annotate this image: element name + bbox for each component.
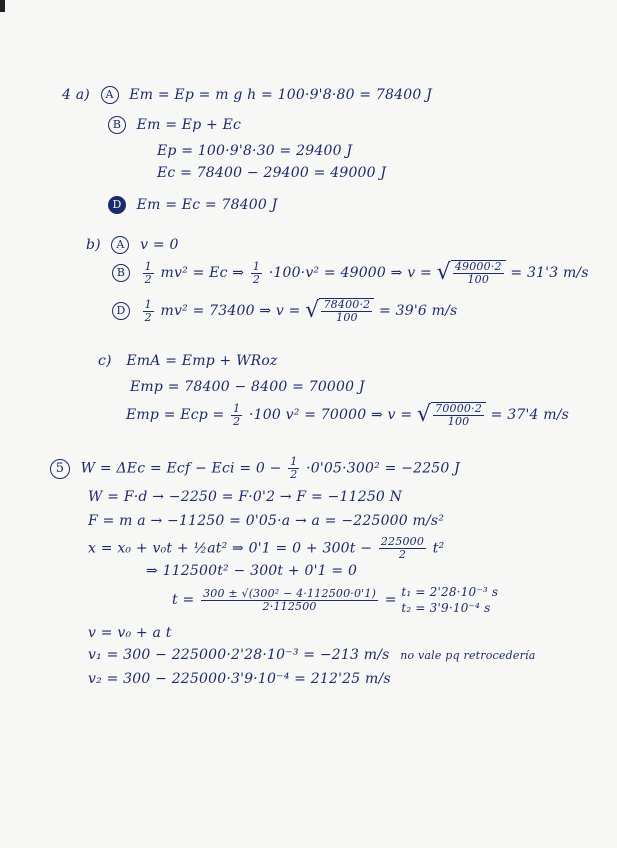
q5-l8: v₁ = 300 − 225000·2'28·10⁻³ = −213 m/s	[88, 647, 390, 663]
q5-l1: W = ΔEc = Ecf − Eci = 0 −	[80, 460, 282, 477]
q5-l6-eq: =	[384, 592, 397, 608]
q5-l1-tail: ·0'05·300² = −2250 J	[306, 460, 460, 477]
q5-l7: v = v₀ + a t	[88, 625, 172, 641]
mark-b: B	[108, 116, 126, 134]
q4a-eq-b2: Ep = 100·9'8·30 = 29400 J	[157, 143, 353, 159]
q4a-line-d	[108, 196, 277, 214]
q5-l6-left: t =	[172, 592, 195, 608]
q4c-eq2: Emp = 78400 − 8400 = 70000 J	[130, 379, 365, 395]
sqrt-d: √ $\frac{78400\cdot 2}{100}$	[305, 298, 374, 324]
q5-l1-fraction: $\frac{1}{2}$	[290, 455, 298, 481]
q5-line-9	[88, 670, 391, 688]
q4c-eq1: EmA = Emp + WRoz	[126, 353, 278, 369]
half-fraction-2: $\frac{1}{2}$	[252, 259, 261, 286]
q4b-eq-a: v = 0	[140, 237, 179, 253]
mark-b-a: A	[111, 236, 129, 254]
q5-line-2	[88, 488, 402, 506]
q4c-line-2	[130, 378, 365, 396]
q4c-line-3	[126, 402, 569, 428]
q5-l4-tail: t²	[432, 540, 445, 557]
q5-line-7	[88, 624, 172, 642]
q4a-line-b2	[157, 142, 352, 160]
q5-line-1	[50, 456, 460, 481]
q5-l4-left: x = x₀ + v₀t + ½at² ⇒ 0'1 = 0 + 300t −	[88, 540, 373, 557]
q4b-eq-d-left: mv² = 73400 ⇒ v =	[160, 303, 301, 319]
q4a-eq-b3: Ec = 78400 − 29400 = 49000 J	[157, 165, 387, 181]
mark-b-d: D	[112, 302, 130, 320]
scan-corner-mark	[0, 0, 5, 12]
q4a-line-b3	[157, 164, 386, 182]
q5-line-6	[172, 584, 498, 616]
q4-label: 4 a)	[62, 87, 90, 103]
q5-line-4	[88, 536, 444, 561]
q4b-eq-b-left: mv² = Ec ⇒	[160, 265, 245, 281]
q4a-eq-a: Em = Ep = m g h = 100·9'8·80 = 78400 J	[129, 87, 432, 103]
q4c-eq3-left: Emp = Ecp =	[126, 407, 225, 423]
q4a-eq-b1: Em = Ep + Ec	[136, 117, 242, 133]
q5-l3: F = m a → −11250 = 0'05·a → a = −225000 m/s²	[88, 513, 445, 529]
q4c-label: c)	[98, 353, 112, 369]
q4b-line-a	[86, 236, 179, 254]
q4b-label: b)	[86, 237, 101, 253]
q5-l2: W = F·d → −2250 = F·0'2 → F = −11250 N	[88, 489, 403, 505]
q4c-line-1	[98, 352, 278, 370]
q5-l5: ⇒ 112500t² − 300t + 0'1 = 0	[146, 563, 358, 579]
mark-b-b: B	[112, 264, 130, 282]
mark-a: A	[101, 86, 119, 104]
half-fraction-3: $\frac{1}{2}$	[144, 297, 152, 324]
q4a-line-b	[108, 116, 241, 134]
q4b-eq-d-result: = 39'6 m/s	[379, 303, 458, 319]
q5-quadratic-fraction: $\frac{\text{300 ± √(300² − 4·112500·0'1)}}{2\cdot 112500}$	[203, 586, 377, 613]
mark-d: D	[108, 196, 126, 214]
q4b-line-d	[112, 298, 457, 324]
q4b-eq-b-mid: ·100·v² = 49000 ⇒ v =	[268, 265, 432, 281]
q5-t1: t₁ = 2'28·10⁻³ s	[401, 585, 499, 599]
q5-line-8	[88, 646, 536, 665]
q5-line-5	[146, 562, 357, 580]
sqrt-c: √ $\frac{70000\cdot 2}{100}$	[417, 402, 486, 428]
q4a-line-a	[62, 86, 432, 104]
q5-l4-fraction: $\frac{225000}{2}$	[380, 535, 425, 561]
q4c-eq3-result: = 37'4 m/s	[490, 407, 570, 423]
q5-l8-note: no vale pq retrocedería	[400, 649, 536, 662]
q4a-eq-d: Em = Ec = 78400 J	[136, 197, 278, 213]
q5-roots	[401, 584, 498, 616]
q5-l9: v₂ = 300 − 225000·3'9·10⁻⁴ = 212'25 m/s	[88, 671, 391, 687]
sqrt-b: √ $\frac{49000\cdot 2}{100}$	[437, 260, 506, 286]
q4b-line-b	[112, 260, 589, 286]
q4b-eq-b-result: = 31'3 m/s	[510, 265, 589, 281]
half-fraction: $\frac{1}{2}$	[144, 259, 152, 286]
q5-line-3	[88, 512, 444, 530]
half-fraction-4: $\frac{1}{2}$	[233, 401, 241, 428]
q5-t2: t₂ = 3'9·10⁻⁴ s	[401, 601, 491, 615]
q4c-eq3-mid: ·100 v² = 70000 ⇒ v =	[249, 407, 413, 423]
q5-mark: 5	[50, 459, 70, 479]
